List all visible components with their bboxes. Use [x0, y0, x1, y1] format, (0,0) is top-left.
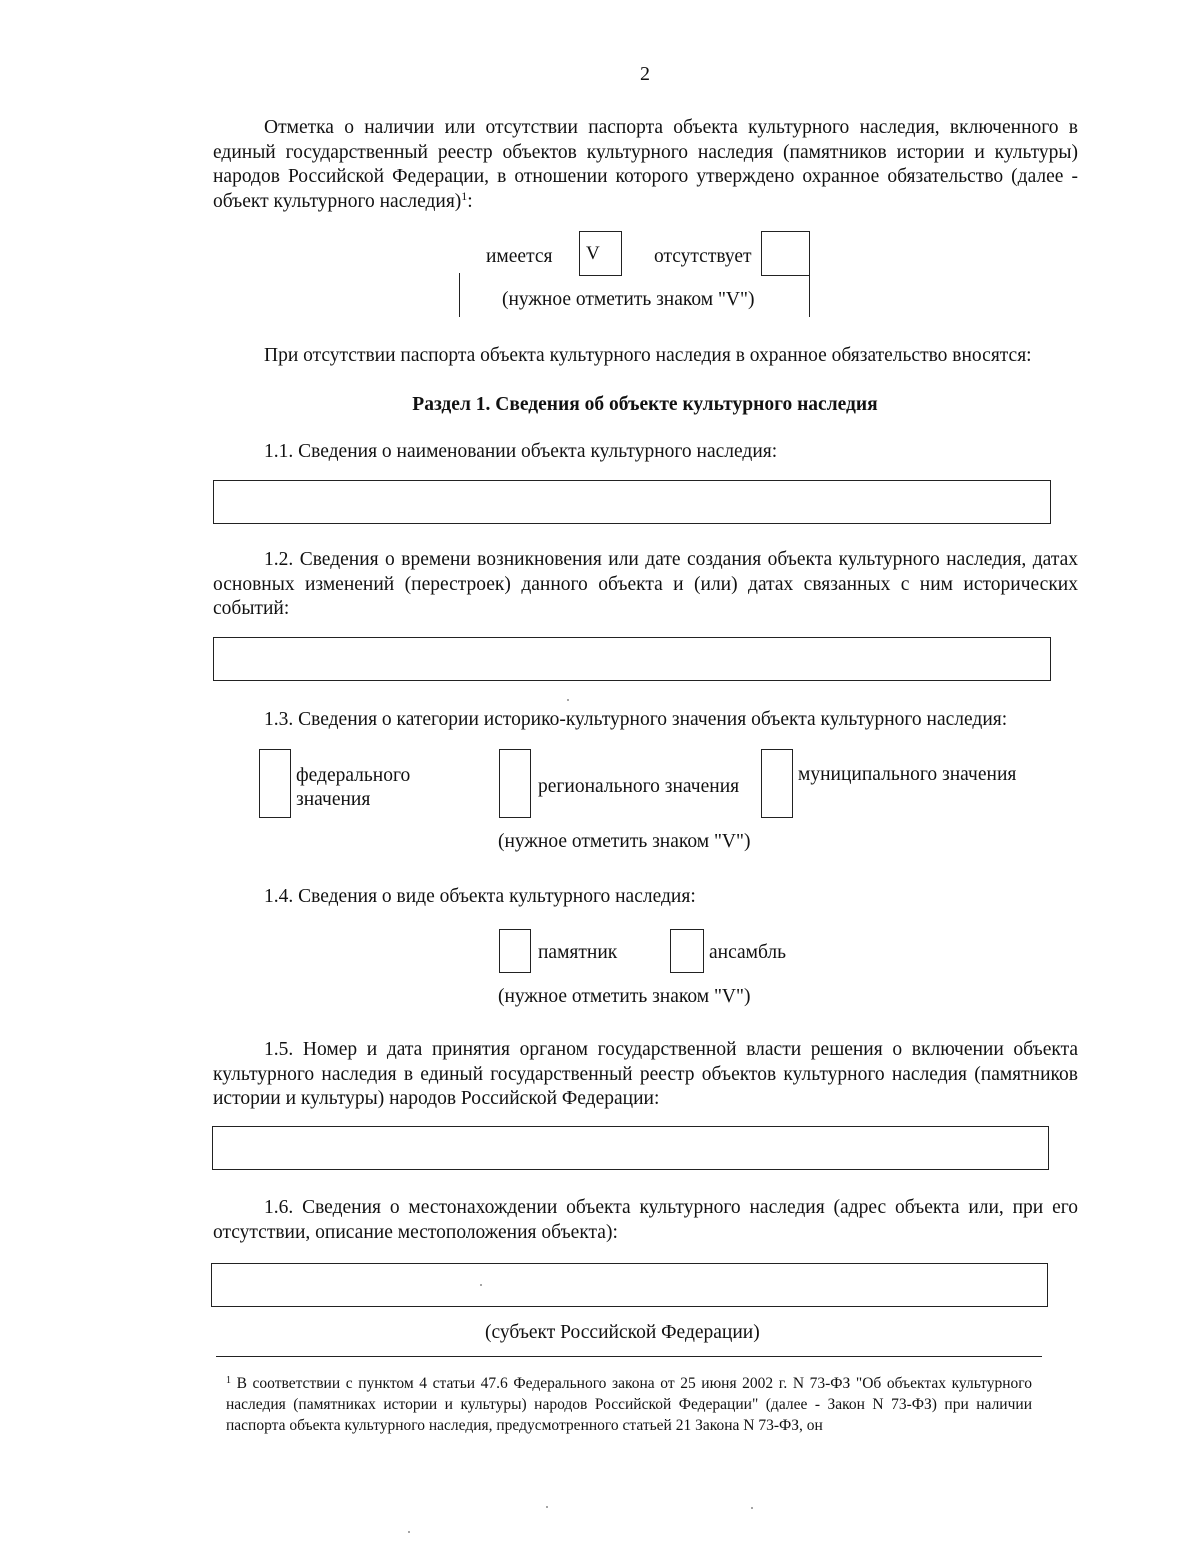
federal-checkbox[interactable]: [259, 749, 291, 818]
federal-label: [296, 764, 410, 812]
footnote-text: В соответствии с пунктом 4 статьи 47.6 Федерального закона от 25 июня 2002 г. N 73-ФЗ "Об объектах культурного наследия (памятниках истории и культуры) народов Российской Федерации" (далее - Закон N 73-ФЗ) при наличии паспорта объекта культурного наследия, предусмотренного статьей 21 Закона N 73-ФЗ, он: [226, 1375, 1033, 1434]
item-1-2-text: 1.2. Сведения о времени возникновения или дате создания объекта культурного наследия, датах основных изменений (перестроек) данного объекта и (или) датах связанных с ним исторических событий:: [213, 549, 1078, 619]
section-heading: Раздел 1. Сведения об объекте культурного наследия: [412, 394, 878, 415]
absence-note: При отсутствии паспорта объекта культурного наследия в охранное обязательство вносятся:: [264, 345, 1032, 366]
footnote-marker: 1: [226, 1375, 231, 1386]
municipal-label: муниципального значения: [798, 764, 1017, 785]
footnote-reference: 1: [461, 188, 468, 203]
ensemble-checkbox[interactable]: [670, 929, 704, 973]
scan-speck: [546, 1506, 548, 1508]
scan-speck: [751, 1507, 753, 1509]
item-1-6-field[interactable]: [211, 1263, 1048, 1307]
passport-note-text: Отметка о наличии или отсутствии паспорта объекта культурного наследия, включенного в единый государственный реестр объектов культурного наследия (памятников истории и культуры) народов Российской Федерации, в отношении которого утверждено охранное обязательство (далее - объект культурного наследия): [213, 117, 1078, 212]
passport-absent-checkbox[interactable]: [761, 231, 810, 276]
scan-speck: [480, 1284, 482, 1286]
passport-absent-label: отсутствует: [654, 246, 752, 267]
region-caption: (субъект Российской Федерации): [485, 1322, 760, 1343]
category-hint: (нужное отметить знаком "V"): [498, 831, 751, 852]
passport-present-label: имеется: [486, 246, 553, 267]
item-1-3-text: 1.3. Сведения о категории историко-культурного значения объекта культурного наследия:: [264, 709, 1008, 730]
hint-right-border: [809, 273, 810, 317]
passport-present-checkbox[interactable]: [579, 231, 622, 276]
regional-label: регионального значения: [538, 776, 740, 797]
item-1-2-field[interactable]: [213, 637, 1051, 681]
item-1-6-text: 1.6. Сведения о местонахождении объекта культурного наследия (адрес объекта или, при его отсутствии, описание местоположения объекта):: [213, 1197, 1078, 1243]
monument-label: памятник: [538, 942, 618, 963]
item-1-1-text: 1.1. Сведения о наименовании объекта культурного наследия:: [264, 441, 778, 462]
regional-checkbox[interactable]: [499, 749, 531, 818]
passport-note-suffix: :: [467, 190, 473, 212]
scan-speck: [408, 1531, 410, 1533]
page-number: 2: [640, 63, 650, 85]
item-1-4-text: 1.4. Сведения о виде объекта культурного наследия:: [264, 886, 696, 907]
ensemble-label: ансамбль: [709, 942, 787, 963]
municipal-checkbox[interactable]: [761, 749, 793, 818]
passport-present-mark: V: [586, 243, 600, 264]
hint-left-border: [459, 273, 460, 317]
item-1-5-text: 1.5. Номер и дата принятия органом государственной власти решения о включении объекта культурного наследия в единый государственный реестр объектов культурного наследия (памятников истории и культуры) народов Российской Федерации:: [213, 1039, 1078, 1109]
passport-hint: (нужное отметить знаком "V"): [502, 289, 755, 310]
type-hint: (нужное отметить знаком "V"): [498, 986, 751, 1007]
item-1-1-field[interactable]: [213, 480, 1051, 524]
footnote-separator: [216, 1356, 1042, 1357]
scan-speck: [567, 699, 569, 701]
federal-label-line2: значения: [296, 789, 371, 810]
item-1-5-field[interactable]: [212, 1126, 1049, 1170]
footnote: [226, 1373, 1032, 1436]
monument-checkbox[interactable]: [499, 929, 531, 973]
federal-label-line1: федерального: [296, 765, 411, 786]
passport-note-paragraph: [213, 116, 1078, 214]
